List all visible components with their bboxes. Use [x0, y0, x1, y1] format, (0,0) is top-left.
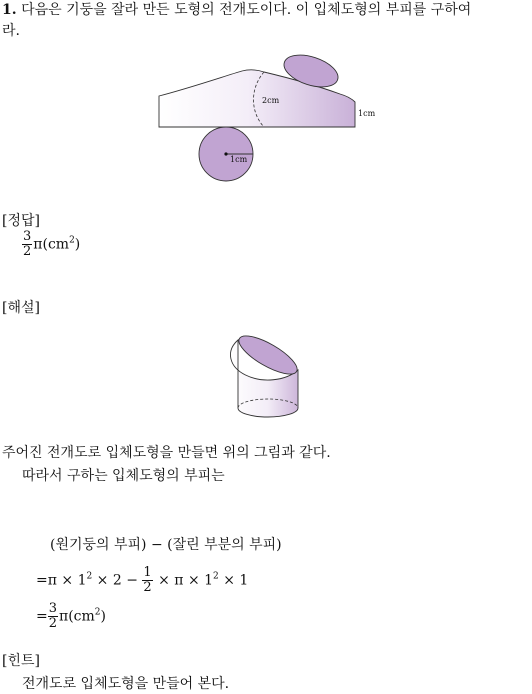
explanation-line-1: 주어진 전개도로 입체도형을 만들면 위의 그림과 같다.: [2, 445, 331, 461]
question-line-2: 라.: [2, 23, 20, 39]
answer-value: $\frac{3}{2}$ $\pi(cm^2)$: [23, 229, 81, 259]
formula-result-fraction: $\frac{3}{2}$: [48, 601, 58, 631]
hint-header: [힌트]: [2, 653, 40, 669]
explanation-header: [해설]: [2, 300, 40, 316]
formula-line-3: = $\frac{3}{2}$ $\pi(cm^2)$: [36, 601, 106, 631]
answer-header: [정답]: [2, 213, 40, 229]
cylinder-diagram: [230, 328, 310, 420]
label-radius: 1cm: [230, 155, 248, 164]
net-diagram: [150, 50, 390, 190]
label-width: 1cm: [358, 109, 376, 118]
explanation-line-2: 따라서 구하는 입체도형의 부피는: [22, 468, 225, 484]
cylinder-cut-face: [234, 329, 302, 381]
formula-line-1: (원기둥의 부피) − (잘린 부분의 부피): [50, 537, 282, 553]
answer-fraction: $\frac{3}{2}$: [23, 229, 32, 259]
formula-fraction-half: $\frac{1}{2}$: [143, 565, 152, 595]
question-number: 1.: [2, 2, 17, 18]
question-text: 다음은 기둥을 잘라 만든 도형의 전개도이다. 이 입체도형의 부피를 구하여: [21, 2, 472, 18]
formula-line-2: $=\pi \times 1^2 \times 2$ − $\frac{1}{2}$ × $\pi \times 1^2 \times 1$: [36, 565, 249, 595]
question-line-1: [2, 0, 471, 20]
hint-text: 전개도로 입체도형을 만들어 본다.: [22, 676, 230, 692]
label-height: 2cm: [262, 96, 280, 105]
center-dot: [224, 152, 227, 155]
